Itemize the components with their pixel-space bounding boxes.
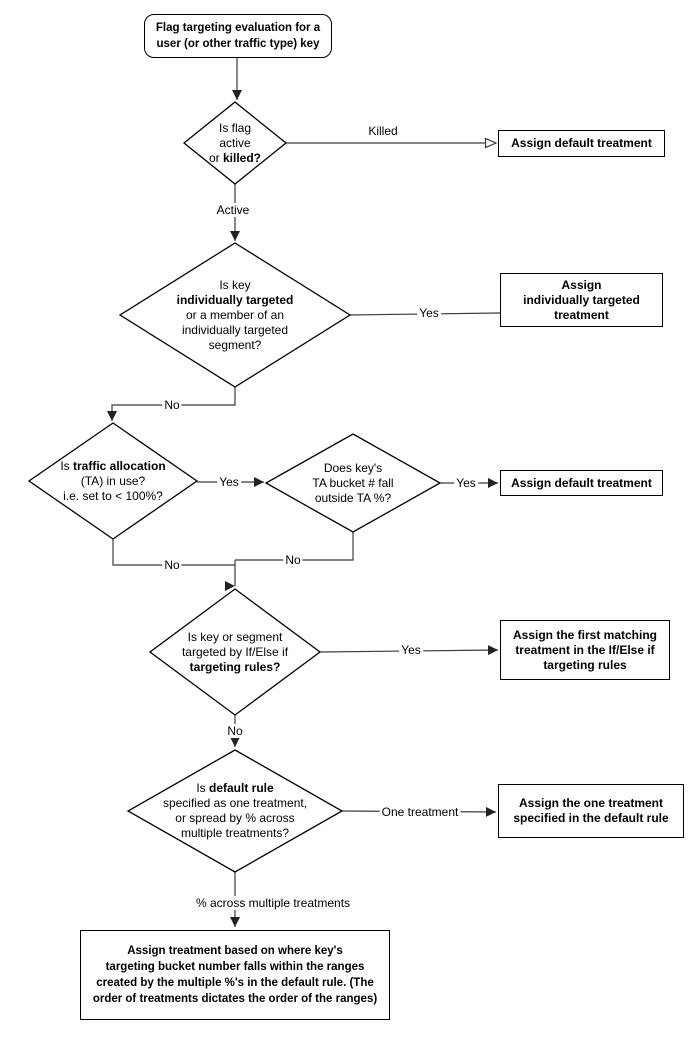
edge-label-one-treatment: One treatment bbox=[381, 805, 459, 819]
start-node-text: user (or other traffic type) key bbox=[156, 38, 320, 50]
decision-traffic-allocation-label bbox=[29, 423, 197, 539]
decision-text: (TA) in use? bbox=[80, 473, 146, 488]
decision-text: or a member of an bbox=[185, 307, 285, 322]
terminal-text: Assign the one treatment bbox=[518, 796, 664, 810]
edge-label-no-targeted: No bbox=[164, 398, 180, 412]
edge-label-no-traffic: No bbox=[164, 558, 180, 572]
decision-text: specified as one treatment, bbox=[162, 796, 308, 810]
decision-text: Is traffic allocation bbox=[60, 458, 166, 473]
terminal-text: Assign default treatment bbox=[511, 475, 652, 490]
terminal-text: specified in the default rule bbox=[513, 811, 669, 825]
edge-label-yes-bucket: Yes bbox=[456, 476, 476, 490]
terminal-text: treatment in the If/Else if bbox=[515, 642, 655, 657]
decision-default-rule-label bbox=[128, 750, 342, 872]
decision-individually-targeted-label bbox=[120, 243, 350, 387]
edge-label-yes-targeted: Yes bbox=[419, 306, 439, 320]
decision-ta-bucket-label bbox=[266, 434, 440, 532]
terminal-text: individually targeted bbox=[523, 292, 640, 307]
decision-text: targeting rules? bbox=[189, 659, 281, 674]
terminal-text: order of treatments dictates the order of the ranges) bbox=[92, 993, 378, 1005]
terminal-assign-by-ranges bbox=[80, 930, 390, 1020]
terminal-text: Assign treatment based on where key's bbox=[127, 945, 343, 957]
terminal-text: targeting rules bbox=[543, 657, 627, 672]
edge-label-no-rules: No bbox=[227, 724, 243, 738]
decision-text: multiple treatments? bbox=[180, 826, 290, 840]
decision-text: targeted by If/Else if bbox=[181, 644, 289, 659]
terminal-assign-default-treatment-2 bbox=[500, 470, 663, 496]
decision-text: Is key or segment bbox=[187, 629, 283, 644]
edge-label-yes-rules: Yes bbox=[401, 643, 421, 657]
decision-text: i.e. set to < 100%? bbox=[63, 488, 163, 503]
terminal-text: created by the multiple %'s in the default rule. (The bbox=[96, 977, 374, 989]
terminal-assign-default-treatment-1 bbox=[498, 130, 665, 157]
decision-text: outside TA %? bbox=[314, 490, 392, 505]
edge-label-pct-across: % across multiple treatments bbox=[195, 896, 351, 910]
decision-flag-active-label bbox=[184, 102, 286, 184]
start-node bbox=[144, 14, 332, 58]
terminal-assign-first-matching bbox=[500, 620, 670, 680]
edge-label-yes-traffic: Yes bbox=[219, 475, 239, 489]
terminal-assign-one-treatment bbox=[498, 784, 684, 838]
terminal-text: Assign the first matching bbox=[512, 627, 658, 642]
terminal-text: Assign bbox=[561, 277, 602, 292]
edge-label-killed: Killed bbox=[368, 124, 398, 138]
decision-text: TA bucket # fall bbox=[312, 475, 394, 490]
decision-text: active bbox=[219, 135, 251, 150]
decision-text: individually targeted bbox=[181, 322, 289, 337]
terminal-assign-individually-targeted bbox=[500, 273, 663, 327]
start-node-text: Flag targeting evaluation for a bbox=[155, 22, 321, 34]
edge-label-active: Active bbox=[216, 203, 250, 217]
decision-text: Is flag bbox=[218, 120, 251, 135]
decision-text: segment? bbox=[208, 337, 262, 352]
terminal-text: treatment bbox=[554, 307, 609, 322]
decision-text: Is default rule bbox=[196, 781, 274, 795]
decision-text: Does key's bbox=[323, 460, 383, 475]
terminal-text: targeting bucket number falls within the ranges bbox=[105, 961, 365, 973]
decision-text: or killed? bbox=[208, 150, 262, 165]
terminal-text: Assign default treatment bbox=[511, 136, 652, 150]
decision-text: individually targeted bbox=[176, 292, 294, 307]
decision-text: or spread by % across bbox=[175, 811, 295, 825]
edge-label-no-bucket: No bbox=[285, 553, 301, 567]
decision-text: Is key bbox=[219, 277, 251, 292]
decision-targeting-rules-label bbox=[150, 589, 320, 715]
